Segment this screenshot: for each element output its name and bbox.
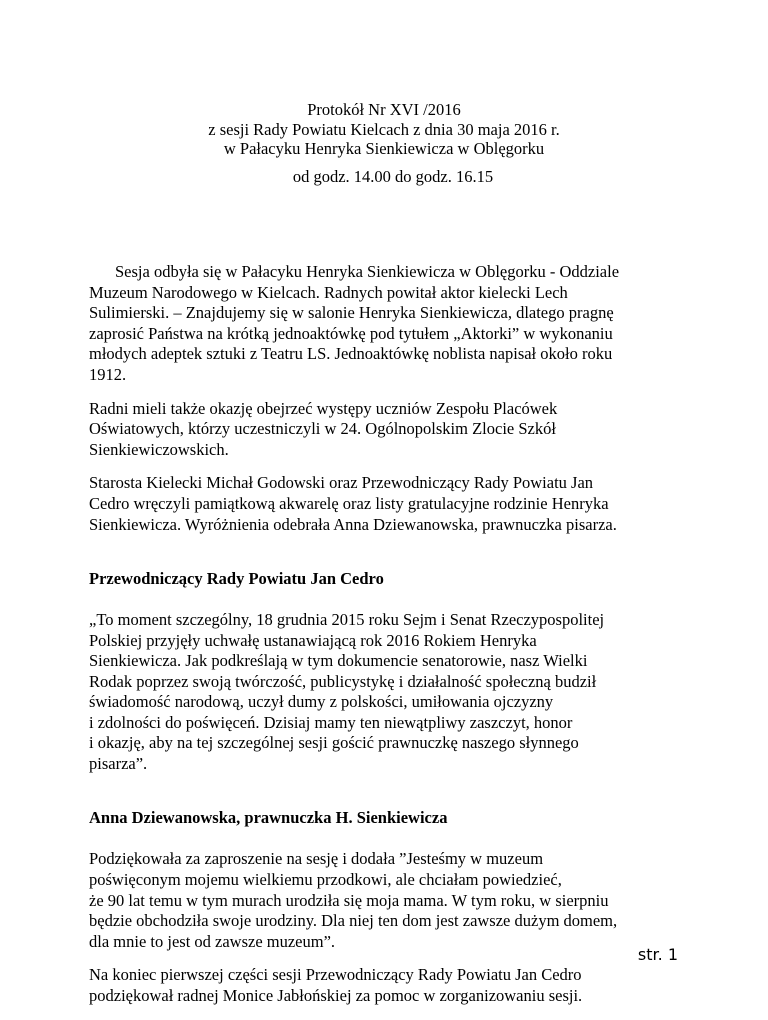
session-location: w Pałacyku Henryka Sienkiewicza w Oblęgorku	[223, 139, 545, 158]
paragraph-closing: Na koniec pierwszej części sesji Przewodniczący Rady Powiatu Jan Cedro podziękował radnej Monice Jabłońskiej za pomoc w zorganizowaniu sesji.	[89, 965, 583, 1005]
session-time: od godz. 14.00 do godz. 16.15	[292, 166, 494, 186]
paragraph-performances: Radni mieli także okazję obejrzeć występy uczniów Zespołu Placówek Oświatowych, którzy uczestniczyli w 24. Ogólnopolskim Zlocie Szkół Sienkiewiczowskich.	[89, 398, 558, 459]
speaker-heading-chairman: Przewodniczący Rady Powiatu Jan Cedro	[89, 568, 384, 588]
document-body	[89, 262, 689, 1020]
paragraph-session-intro: Sesja odbyła się w Pałacyku Henryka Sienkiewicza w Oblęgorku - Oddziale Muzeum Narodowego w Kielcach. Radnych powitał aktor kielecki Lech Sulimierski. – Znajdujemy się w salonie Henryka Sienkiewicza, dlatego pragnę zaprosić Państwa na krótką jednoaktówkę pod tytułem „Aktorki” w wykonaniu młodych adeptek sztuki z Teatru LS. Jednoaktówkę noblista napisał około roku 1912.	[89, 262, 620, 384]
paragraph-chairman-speech: „To moment szczególny, 18 grudnia 2015 roku Sejm i Senat Rzeczypospolitej Polskiej przyjęły uchwałę ustanawiającą rok 2016 Rokiem Henryka Sienkiewicza. Jak podkreślają w tym dokumencie senatorowie, nasz Wielki Rodak poprzez swoją twórczość, publicystykę i działalność społeczną budził świadomość narodową, uczył dumy z polskości, umiłowania ojczyzny i zdolności do poświęceń. Dzisiaj mamy ten niewątpliwy zaszczyt, honor i okazję, aby na tej szczególnej sesji gościć prawnuczkę naszego słynnego pisarza”.	[89, 609, 605, 774]
protocol-title: Protokół Nr XVI /2016	[307, 100, 461, 119]
page-number: str. 1	[637, 945, 678, 964]
paragraph-guest-speech: Podziękowała za zaproszenie na sesję i dodała ”Jesteśmy w muzeum poświęconym mojemu wielkiemu przodkowi, ale chciałam powiedzieć, że 90 lat temu w tym murach urodziła się moja mama. W tym roku, w sierpniu będzie obchodziła swoje urodziny. Dla niej ten dom jest zawsze dużym domem, dla mnie to jest od zawsze muzeum”.	[89, 849, 618, 951]
paragraph-awards: Starosta Kielecki Michał Godowski oraz Przewodniczący Rady Powiatu Jan Cedro wręczyli pamiątkową akwarelę oraz listy gratulacyjne rodzinie Henryka Sienkiewicza. Wyróżnienia odebrała Anna Dziewanowska, prawnuczka pisarza.	[89, 473, 617, 534]
section-guest-speech	[89, 788, 689, 953]
session-subtitle: z sesji Rady Powiatu Kielcach z dnia 30 maja 2016 r.	[208, 119, 560, 139]
speaker-heading-guest: Anna Dziewanowska, prawnuczka H. Sienkiewicza	[89, 808, 448, 828]
section-chairman-speech	[89, 548, 689, 775]
document-header	[0, 100, 768, 186]
